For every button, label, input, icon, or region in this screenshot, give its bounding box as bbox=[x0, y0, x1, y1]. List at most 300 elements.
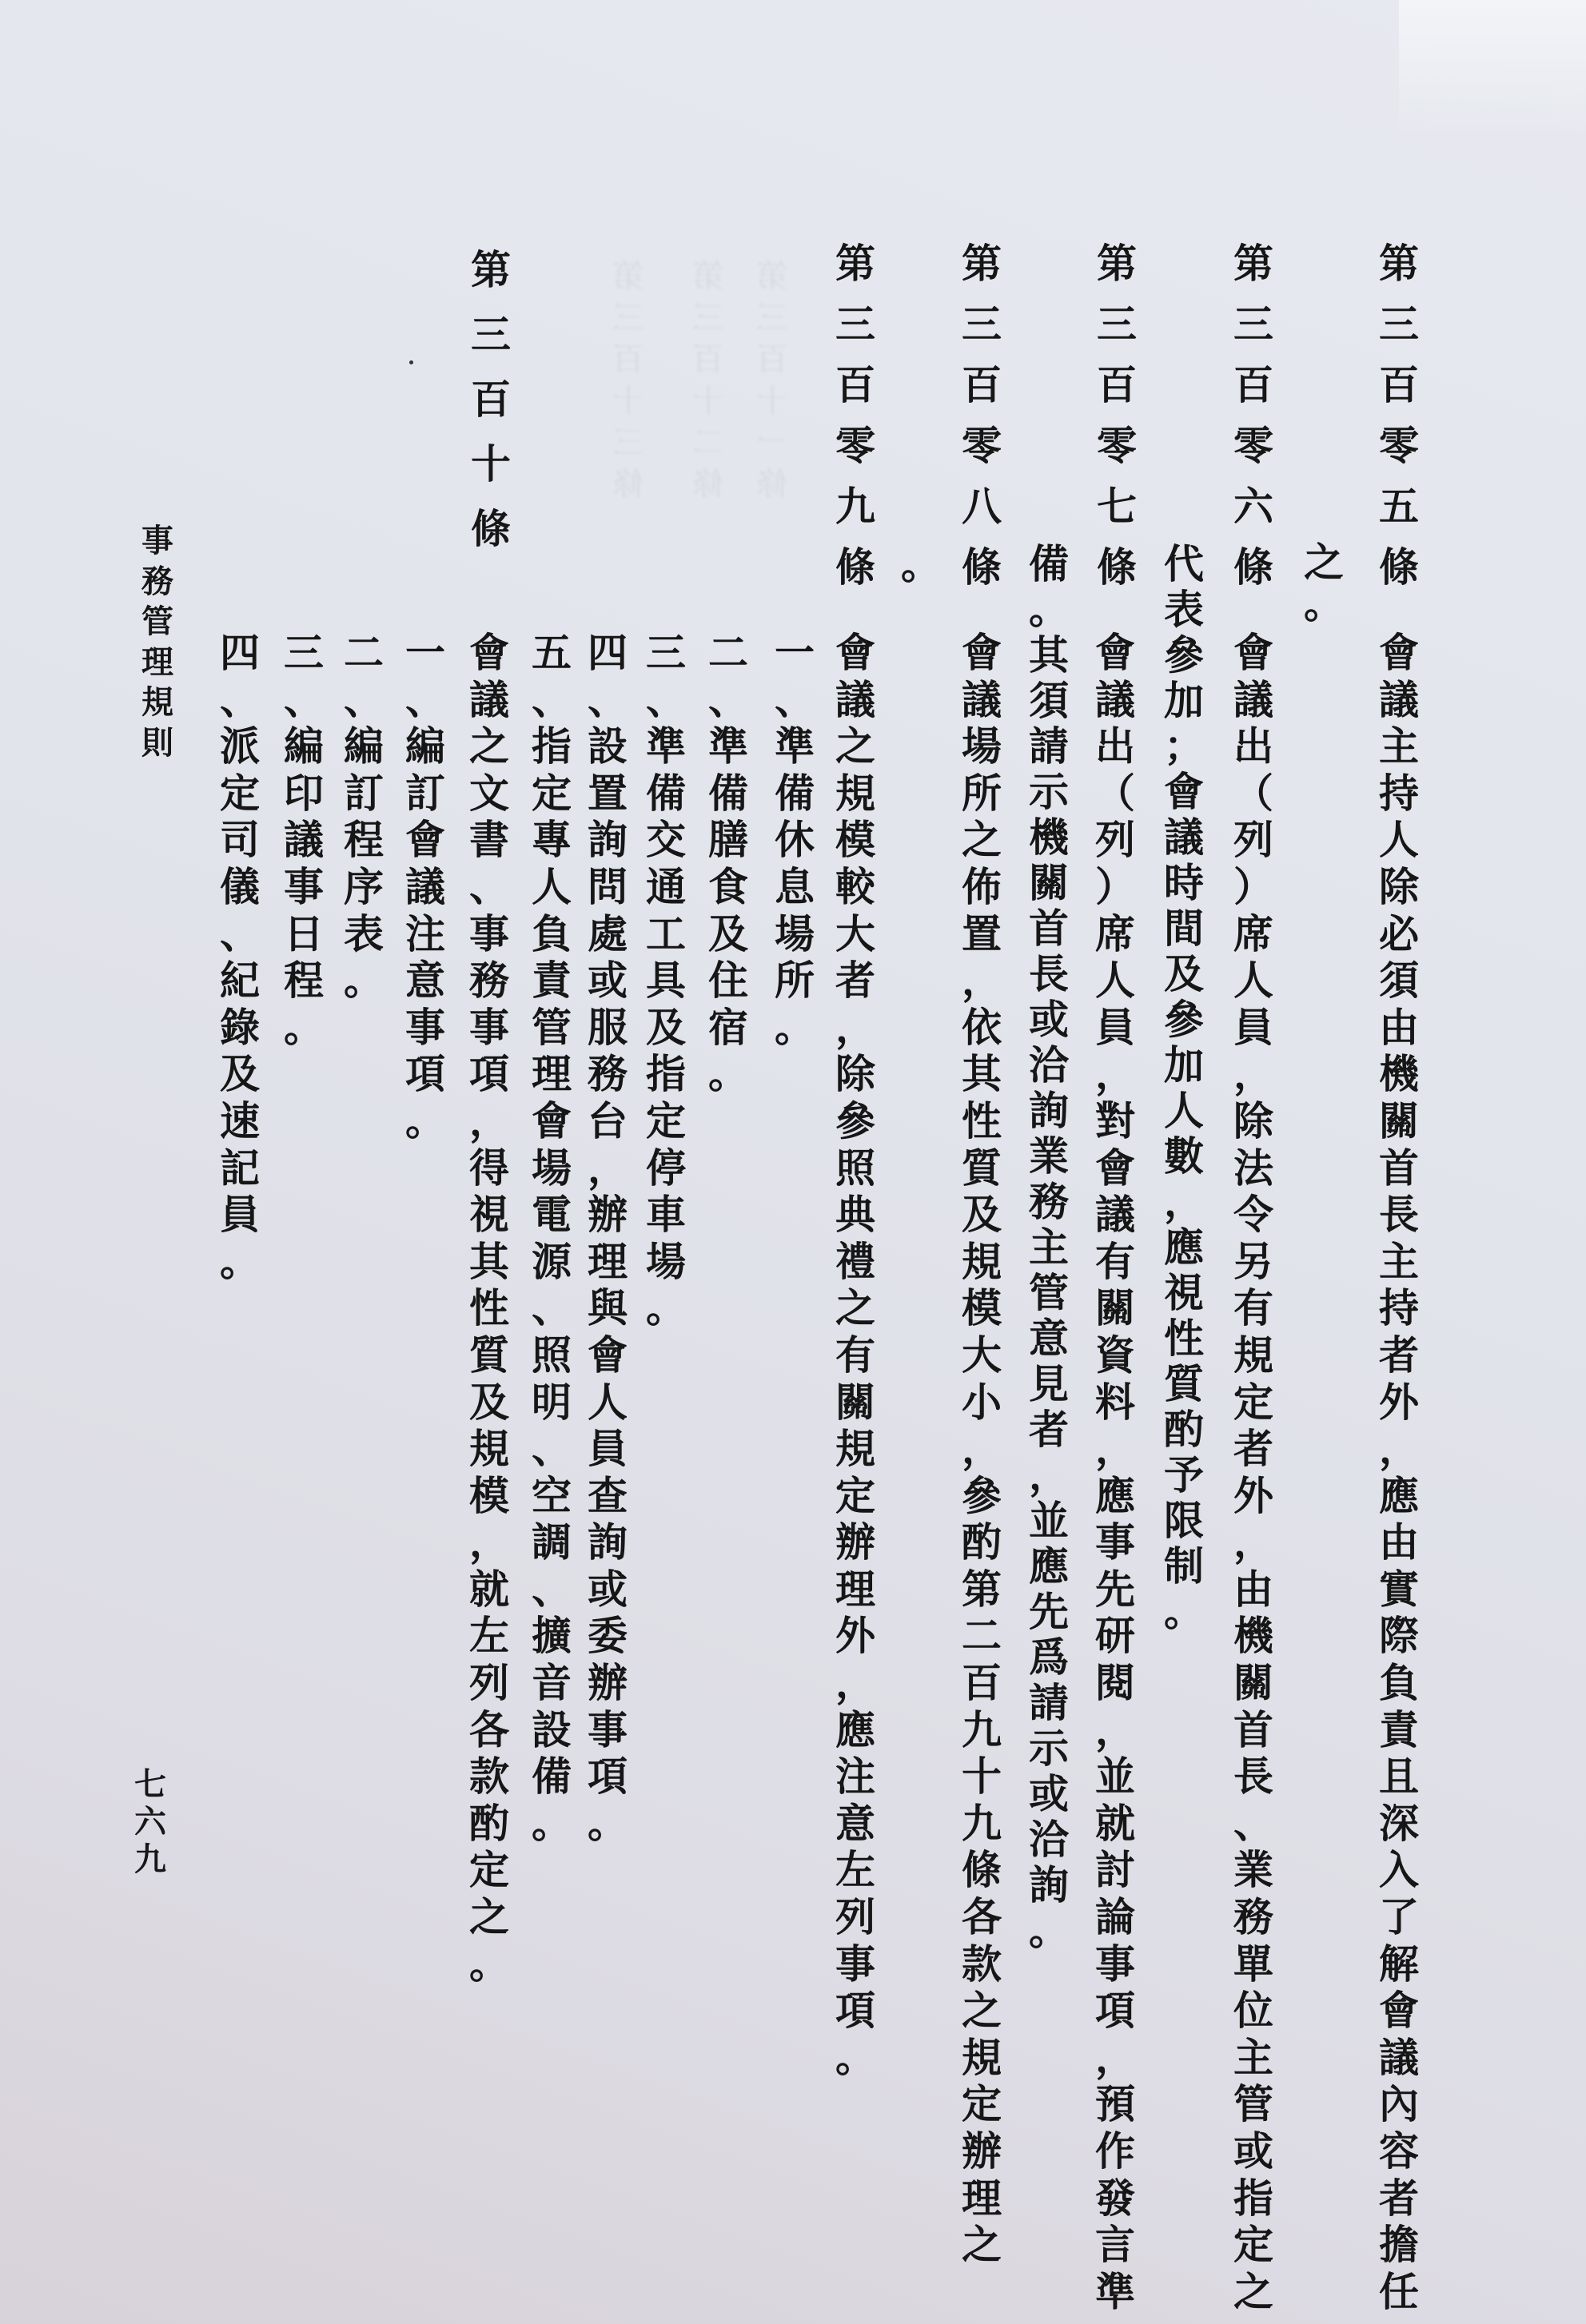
glyph: 。 bbox=[405, 1097, 445, 1144]
glyph: 四 bbox=[220, 630, 260, 676]
glyph: 人 bbox=[588, 1379, 628, 1426]
page-number bbox=[130, 1766, 171, 1879]
glyph: 則 bbox=[141, 724, 173, 762]
glyph: 責 bbox=[532, 957, 572, 1005]
glyph: 理 bbox=[588, 1238, 628, 1285]
article-309-item-4 bbox=[582, 630, 633, 1847]
glyph: 準 bbox=[775, 723, 815, 770]
glyph: 會 bbox=[588, 1331, 628, 1379]
glyph: 三 bbox=[1233, 301, 1273, 348]
article-309-item-3 bbox=[640, 630, 691, 1332]
glyph: 四 bbox=[588, 630, 628, 676]
glyph: 負 bbox=[532, 910, 572, 957]
glyph: 三 bbox=[962, 301, 1002, 348]
glyph: 三 bbox=[612, 424, 644, 461]
glyph: 發 bbox=[1095, 2175, 1135, 2222]
glyph: 應 bbox=[1095, 1472, 1135, 1519]
glyph: 務 bbox=[1233, 1894, 1273, 1941]
glyph: 對 bbox=[1095, 1097, 1135, 1144]
glyph: 第 bbox=[612, 258, 644, 295]
glyph: 參 bbox=[962, 1472, 1002, 1519]
glyph: 及 bbox=[469, 1379, 509, 1426]
glyph: 質 bbox=[1164, 1361, 1204, 1407]
glyph: 照 bbox=[532, 1331, 572, 1379]
glyph: 零 bbox=[962, 423, 1002, 469]
glyph: 會 bbox=[835, 630, 875, 676]
glyph: 明 bbox=[532, 1379, 572, 1426]
glyph: 且 bbox=[1379, 1753, 1419, 1801]
glyph: 預 bbox=[1095, 2081, 1135, 2128]
glyph: 十 bbox=[756, 383, 788, 420]
glyph: 應 bbox=[835, 1706, 875, 1753]
glyph: 議 bbox=[1379, 2034, 1419, 2081]
glyph: 膳 bbox=[708, 817, 748, 864]
glyph: 詢 bbox=[588, 1519, 628, 1566]
glyph: 並 bbox=[1095, 1753, 1135, 1801]
glyph: 備 bbox=[1029, 541, 1069, 587]
glyph: 記 bbox=[220, 1144, 260, 1192]
glyph: 持 bbox=[1379, 770, 1419, 817]
glyph: 定 bbox=[835, 1472, 875, 1519]
glyph: 或 bbox=[1029, 1771, 1069, 1817]
glyph: 三 bbox=[612, 300, 644, 336]
glyph: 規 bbox=[1233, 1331, 1273, 1379]
glyph: 其 bbox=[1029, 632, 1069, 678]
glyph: 、 bbox=[284, 676, 324, 723]
glyph: ， bbox=[588, 1144, 628, 1192]
glyph: 間 bbox=[1164, 905, 1204, 952]
glyph: 議 bbox=[1379, 676, 1419, 723]
glyph: 三 bbox=[1097, 301, 1137, 348]
glyph: 限 bbox=[1164, 1498, 1204, 1544]
glyph: 。 bbox=[284, 1004, 324, 1051]
glyph: 各 bbox=[962, 1894, 1002, 1941]
glyph: 第 bbox=[962, 1566, 1002, 1613]
glyph: 外 bbox=[1233, 1472, 1273, 1519]
article-309-item-1 bbox=[769, 630, 820, 1051]
glyph: 備 bbox=[775, 770, 815, 817]
glyph: 辦 bbox=[588, 1660, 628, 1707]
glyph: 務 bbox=[588, 1051, 628, 1098]
glyph: 辦 bbox=[835, 1519, 875, 1566]
glyph: 事 bbox=[835, 1940, 875, 1988]
glyph: 議 bbox=[962, 676, 1002, 723]
glyph: ， bbox=[835, 1660, 875, 1707]
glyph: 。 bbox=[775, 1004, 815, 1051]
glyph: 所 bbox=[775, 957, 815, 1005]
glyph: 定 bbox=[469, 1847, 509, 1894]
glyph: 擔 bbox=[1379, 2222, 1419, 2269]
glyph: 零 bbox=[1097, 423, 1137, 469]
article-307-line-2 bbox=[1023, 542, 1074, 1954]
glyph: 指 bbox=[646, 1051, 686, 1098]
glyph: 示 bbox=[1029, 769, 1069, 815]
glyph: ， bbox=[962, 957, 1002, 1005]
bleed-through-text bbox=[687, 256, 729, 505]
glyph: 編 bbox=[284, 723, 324, 770]
glyph: 之 bbox=[1304, 539, 1344, 586]
glyph: 司 bbox=[220, 817, 260, 864]
glyph: 項 bbox=[588, 1753, 628, 1801]
glyph: 者 bbox=[1379, 1331, 1419, 1379]
glyph: 參 bbox=[835, 1097, 875, 1144]
glyph: 及 bbox=[708, 910, 748, 957]
glyph: 較 bbox=[835, 863, 875, 910]
glyph: 三 bbox=[692, 300, 724, 336]
glyph: 項 bbox=[469, 1051, 509, 1098]
glyph: 人 bbox=[532, 863, 572, 910]
glyph: 備 bbox=[532, 1753, 572, 1801]
glyph: 、 bbox=[532, 676, 572, 723]
glyph: 十 bbox=[471, 441, 511, 487]
glyph: 示 bbox=[1029, 1725, 1069, 1772]
glyph: 質 bbox=[962, 1144, 1002, 1192]
glyph: 規 bbox=[962, 1238, 1002, 1285]
glyph: 、 bbox=[220, 676, 260, 723]
glyph: 除 bbox=[1233, 1097, 1273, 1144]
glyph: 有 bbox=[1233, 1285, 1273, 1332]
article-310-heading bbox=[465, 238, 516, 562]
glyph: 規 bbox=[469, 1426, 509, 1473]
glyph: 出 bbox=[1095, 723, 1135, 770]
glyph: 任 bbox=[1379, 2268, 1419, 2315]
glyph: 小 bbox=[962, 1379, 1002, 1426]
glyph: 先 bbox=[1029, 1589, 1069, 1635]
glyph: 研 bbox=[1095, 1613, 1135, 1660]
glyph: 置 bbox=[962, 910, 1002, 957]
glyph: ， bbox=[835, 1004, 875, 1051]
glyph: 加 bbox=[1164, 1042, 1204, 1088]
glyph: 須 bbox=[1379, 957, 1419, 1005]
glyph: 九 bbox=[835, 484, 875, 530]
glyph: 管 bbox=[532, 1004, 572, 1051]
glyph: 。 bbox=[1029, 587, 1069, 633]
article-306-heading bbox=[1228, 233, 1279, 598]
glyph: 長 bbox=[1029, 951, 1069, 997]
glyph: 住 bbox=[708, 957, 748, 1005]
glyph: 十 bbox=[962, 1753, 1002, 1801]
glyph: 款 bbox=[962, 1940, 1002, 1988]
article-310-item-2 bbox=[338, 630, 389, 1005]
glyph: 長 bbox=[1233, 1753, 1273, 1801]
glyph: 酌 bbox=[962, 1519, 1002, 1566]
glyph: 。 bbox=[469, 1940, 509, 1988]
glyph: 處 bbox=[588, 910, 628, 957]
glyph: 工 bbox=[646, 910, 686, 957]
glyph: 。 bbox=[901, 542, 941, 588]
glyph: 單 bbox=[1233, 1940, 1273, 1988]
glyph: 條 bbox=[962, 544, 1002, 591]
glyph: 。 bbox=[708, 1051, 748, 1098]
glyph: 五 bbox=[1379, 484, 1419, 530]
glyph: 印 bbox=[284, 770, 324, 817]
glyph: 機 bbox=[1379, 1051, 1419, 1098]
article-309-item-2 bbox=[703, 630, 754, 1098]
glyph: 日 bbox=[284, 910, 324, 957]
glyph: 理 bbox=[141, 643, 173, 681]
glyph: 外 bbox=[1379, 1379, 1419, 1426]
glyph: ） bbox=[1233, 863, 1273, 910]
glyph: 條 bbox=[471, 506, 511, 552]
glyph: ， bbox=[1095, 1426, 1135, 1473]
glyph: 第 bbox=[835, 241, 875, 287]
glyph: 令 bbox=[1233, 1192, 1273, 1239]
glyph: 理 bbox=[532, 1051, 572, 1098]
glyph: 及 bbox=[220, 1051, 260, 1098]
glyph: 三 bbox=[284, 630, 324, 676]
glyph: 事 bbox=[469, 910, 509, 957]
glyph: 意 bbox=[835, 1800, 875, 1847]
glyph: 就 bbox=[1095, 1800, 1135, 1847]
glyph: 十 bbox=[692, 383, 724, 420]
glyph: 意 bbox=[1029, 1315, 1069, 1362]
glyph: 議 bbox=[1164, 814, 1204, 861]
article-307-heading bbox=[1091, 233, 1142, 598]
glyph: 問 bbox=[588, 863, 628, 910]
glyph: 百 bbox=[756, 341, 788, 378]
glyph: 詢 bbox=[1029, 1088, 1069, 1134]
glyph: 列 bbox=[469, 1660, 509, 1707]
glyph: 。 bbox=[1304, 581, 1344, 627]
glyph: 請 bbox=[1029, 1680, 1069, 1726]
glyph: 條 bbox=[756, 466, 788, 503]
glyph: 九 bbox=[134, 1841, 166, 1878]
glyph: 主 bbox=[1379, 1238, 1419, 1285]
glyph: 派 bbox=[220, 723, 260, 770]
glyph: 第 bbox=[962, 241, 1002, 287]
glyph: 關 bbox=[1095, 1285, 1135, 1332]
glyph: ， bbox=[1095, 1051, 1135, 1098]
glyph: 備 bbox=[708, 770, 748, 817]
glyph: 責 bbox=[1379, 1706, 1419, 1753]
glyph: 。 bbox=[1164, 1589, 1204, 1635]
glyph: 、 bbox=[775, 676, 815, 723]
glyph: 第 bbox=[692, 258, 724, 295]
glyph: 得 bbox=[469, 1144, 509, 1192]
glyph: 參 bbox=[1164, 997, 1204, 1043]
glyph: 視 bbox=[1164, 1270, 1204, 1316]
glyph: 務 bbox=[1029, 1179, 1069, 1225]
glyph: 除 bbox=[1379, 863, 1419, 910]
glyph: 第 bbox=[1097, 241, 1137, 287]
glyph: 規 bbox=[962, 2034, 1002, 2081]
glyph: 程 bbox=[284, 957, 324, 1005]
glyph: 或 bbox=[588, 957, 628, 1005]
glyph: 服 bbox=[588, 1004, 628, 1051]
glyph: 各 bbox=[469, 1706, 509, 1753]
glyph: 性 bbox=[962, 1097, 1002, 1144]
glyph: 管 bbox=[1233, 2081, 1273, 2128]
glyph: （ bbox=[1233, 770, 1273, 817]
glyph: 列 bbox=[835, 1894, 875, 1941]
glyph: ， bbox=[1379, 1426, 1419, 1473]
glyph: 。 bbox=[588, 1800, 628, 1847]
glyph: 員 bbox=[588, 1426, 628, 1473]
glyph: 源 bbox=[532, 1238, 572, 1285]
glyph: 條 bbox=[1379, 544, 1419, 591]
article-305-heading bbox=[1373, 233, 1425, 598]
glyph: 主 bbox=[1379, 723, 1419, 770]
glyph: 會 bbox=[962, 630, 1002, 676]
glyph: 作 bbox=[1095, 2128, 1135, 2175]
glyph: 之 bbox=[469, 723, 509, 770]
glyph: 容 bbox=[1379, 2128, 1419, 2175]
glyph: 零 bbox=[835, 423, 875, 469]
glyph: 理 bbox=[962, 2175, 1002, 2222]
glyph: 左 bbox=[469, 1613, 509, 1660]
article-310-item-4 bbox=[214, 630, 265, 1285]
glyph: 大 bbox=[962, 1331, 1002, 1379]
glyph: 並 bbox=[1029, 1498, 1069, 1544]
glyph: 及 bbox=[962, 1192, 1002, 1239]
glyph: 三 bbox=[1379, 301, 1419, 348]
glyph: 議 bbox=[1095, 1192, 1135, 1239]
glyph: ， bbox=[1095, 1706, 1135, 1753]
glyph: 會 bbox=[1095, 630, 1135, 676]
print-speck bbox=[409, 360, 413, 364]
glyph: 備 bbox=[646, 770, 686, 817]
glyph: 所 bbox=[962, 770, 1002, 817]
glyph: 委 bbox=[588, 1613, 628, 1660]
article-307-line-1 bbox=[1090, 630, 1141, 2315]
glyph: 及 bbox=[646, 1004, 686, 1051]
glyph: 模 bbox=[469, 1472, 509, 1519]
glyph: 、 bbox=[532, 1285, 572, 1332]
glyph: 。 bbox=[835, 2034, 875, 2081]
glyph: 論 bbox=[1095, 1894, 1135, 1941]
glyph: 場 bbox=[646, 1238, 686, 1285]
glyph: 之 bbox=[962, 1988, 1002, 2035]
glyph: 會 bbox=[1164, 769, 1204, 815]
glyph: 內 bbox=[1379, 2081, 1419, 2128]
glyph: 專 bbox=[532, 817, 572, 864]
glyph: 議 bbox=[835, 676, 875, 723]
glyph: 置 bbox=[588, 770, 628, 817]
glyph: 禮 bbox=[835, 1238, 875, 1285]
glyph: 三 bbox=[756, 300, 788, 336]
glyph: 會 bbox=[1379, 1988, 1419, 2035]
glyph: 規 bbox=[141, 684, 173, 722]
glyph: 。 bbox=[532, 1800, 572, 1847]
glyph: 。 bbox=[220, 1238, 260, 1285]
glyph: 言 bbox=[1095, 2222, 1135, 2269]
glyph: 定 bbox=[1233, 1379, 1273, 1426]
article-305-line-1 bbox=[1373, 630, 1425, 2315]
glyph: 準 bbox=[646, 723, 686, 770]
glyph: 議 bbox=[405, 863, 445, 910]
glyph: 調 bbox=[532, 1519, 572, 1566]
glyph: 之 bbox=[469, 1894, 509, 1941]
glyph: 參 bbox=[1164, 632, 1204, 678]
glyph: 二 bbox=[692, 424, 724, 461]
glyph: 會 bbox=[1233, 630, 1273, 676]
glyph: 二 bbox=[962, 1613, 1002, 1660]
glyph: 之 bbox=[835, 723, 875, 770]
glyph: 通 bbox=[646, 863, 686, 910]
glyph: ， bbox=[1164, 1179, 1204, 1225]
glyph: 首 bbox=[1233, 1706, 1273, 1753]
glyph: 訂 bbox=[405, 770, 445, 817]
glyph: 速 bbox=[220, 1097, 260, 1144]
glyph: 規 bbox=[835, 1426, 875, 1473]
glyph: 九 bbox=[962, 1706, 1002, 1753]
glyph: 由 bbox=[1233, 1566, 1273, 1613]
glyph: 照 bbox=[835, 1144, 875, 1192]
glyph: 編 bbox=[405, 723, 445, 770]
glyph: 款 bbox=[469, 1753, 509, 1801]
glyph: 序 bbox=[344, 863, 384, 910]
glyph: 交 bbox=[646, 817, 686, 864]
glyph: ， bbox=[469, 1097, 509, 1144]
glyph: 六 bbox=[134, 1804, 166, 1840]
glyph: 文 bbox=[469, 770, 509, 817]
glyph: 員 bbox=[1095, 1004, 1135, 1051]
glyph: 辦 bbox=[962, 2128, 1002, 2175]
glyph: 外 bbox=[835, 1613, 875, 1660]
glyph: 與 bbox=[588, 1285, 628, 1332]
glyph: 指 bbox=[532, 723, 572, 770]
glyph: 設 bbox=[588, 723, 628, 770]
glyph: 業 bbox=[1233, 1847, 1273, 1894]
glyph: 及 bbox=[1164, 951, 1204, 997]
glyph: 食 bbox=[708, 863, 748, 910]
glyph: 三 bbox=[471, 312, 511, 358]
glyph: 零 bbox=[1379, 423, 1419, 469]
glyph: 零 bbox=[1233, 423, 1273, 469]
glyph: 百 bbox=[1233, 362, 1273, 408]
glyph: 第 bbox=[471, 247, 511, 293]
glyph: 由 bbox=[1379, 1004, 1419, 1051]
glyph: 項 bbox=[835, 1988, 875, 2035]
glyph: （ bbox=[1095, 770, 1135, 817]
glyph: 十 bbox=[612, 383, 644, 420]
glyph: 百 bbox=[692, 341, 724, 378]
glyph: 一 bbox=[756, 424, 788, 461]
glyph: 休 bbox=[775, 817, 815, 864]
glyph: 三 bbox=[835, 301, 875, 348]
glyph: 議 bbox=[284, 817, 324, 864]
glyph: 模 bbox=[962, 1285, 1002, 1332]
glyph: 有 bbox=[1095, 1238, 1135, 1285]
running-title bbox=[137, 521, 178, 764]
glyph: 、 bbox=[588, 676, 628, 723]
glyph: 注 bbox=[405, 910, 445, 957]
glyph: 者 bbox=[835, 957, 875, 1005]
glyph: 程 bbox=[344, 817, 384, 864]
glyph: 性 bbox=[469, 1285, 509, 1332]
glyph: 或 bbox=[588, 1566, 628, 1613]
glyph: 七 bbox=[134, 1766, 166, 1803]
glyph: 模 bbox=[835, 817, 875, 864]
glyph: 條 bbox=[692, 466, 724, 503]
glyph: 長 bbox=[1379, 1192, 1419, 1239]
glyph: 定 bbox=[646, 1097, 686, 1144]
glyph: 六 bbox=[1233, 484, 1273, 530]
glyph: 佈 bbox=[962, 863, 1002, 910]
glyph: ， bbox=[962, 1426, 1002, 1473]
glyph: 停 bbox=[646, 1144, 686, 1192]
glyph: 台 bbox=[588, 1097, 628, 1144]
glyph: 錄 bbox=[220, 1004, 260, 1051]
glyph: 員 bbox=[1233, 1004, 1273, 1051]
glyph: 音 bbox=[532, 1660, 572, 1707]
glyph: 詢 bbox=[1029, 1862, 1069, 1908]
glyph: 意 bbox=[405, 957, 445, 1005]
article-309-item-5 bbox=[526, 630, 577, 1847]
glyph: 機 bbox=[1233, 1613, 1273, 1660]
glyph: 場 bbox=[962, 723, 1002, 770]
glyph: 項 bbox=[1095, 1988, 1135, 2035]
